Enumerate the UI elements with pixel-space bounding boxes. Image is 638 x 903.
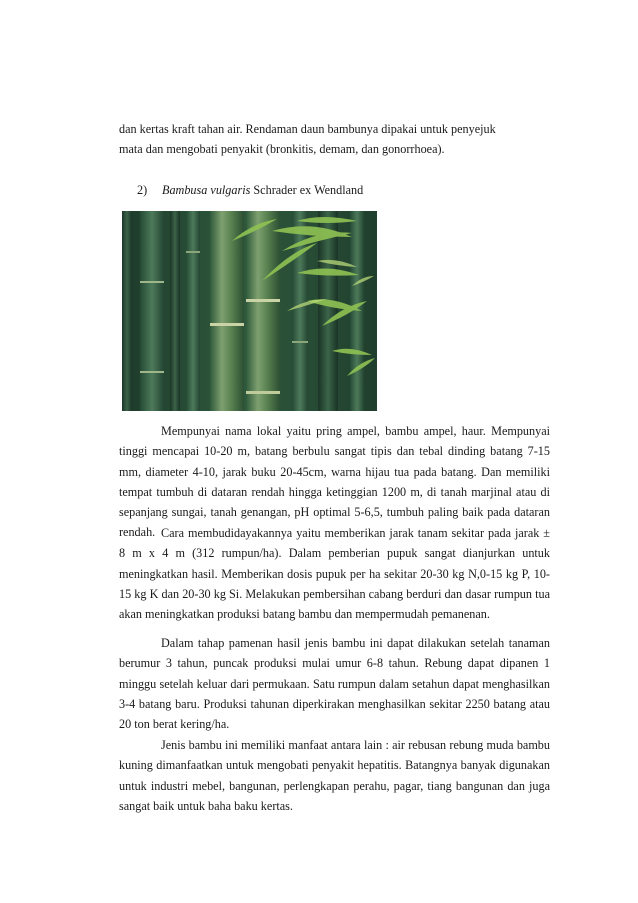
bamboo-photo — [122, 211, 377, 411]
species-heading — [137, 183, 363, 198]
species-author: Schrader ex Wendland — [250, 183, 364, 197]
species-name: Bambusa vulgaris — [162, 183, 251, 197]
bamboo-photo-icon — [122, 211, 377, 411]
paragraph-4-text: Jenis bambu ini memiliki manfaat antara lain : air rebusan rebung muda bambu kuning dimanfaatkan untuk mengobati penyakit hepatitis. Batangnya banyak digunakan untuk industri mebel, bangunan, perlengkapan perahu, pagar, tiang bangunan dan juga sangat baik untuk baha baku kertas. — [119, 738, 550, 813]
species-number: 2) — [137, 183, 148, 197]
intro-line-2: mata dan mengobati penyakit (bronkitis, demam, dan gonorrhoea). — [119, 142, 445, 156]
intro-line-1: dan kertas kraft tahan air. Rendaman daun bambunya dipakai untuk penyejuk — [119, 122, 496, 136]
paragraph-4 — [119, 735, 550, 816]
paragraph-1-text: Mempunyai nama lokal yaitu pring ampel, bambu ampel, haur. Mempunyai tinggi mencapai 10-20 m, batang berbulu sangat tipis dan tebal dinding batang 7-15 mm, diameter 4-10, jarak buku 20-45cm, warna hijau tua pada batang. Dan memiliki tempat tumbuh di dataran rendah hingga ketinggian 1200 m, di tanah marjinal atau di sepanjang sungai, tanah genangan, pH optimal 5-6,5, tumbuh paling baik pada dataran rendah. — [119, 424, 550, 540]
paragraph-2 — [119, 523, 550, 624]
paragraph-3 — [119, 633, 550, 734]
paragraph-3-text: Dalam tahap pamenan hasil jenis bambu ini dapat dilakukan setelah tanaman berumur 3 tahun, puncak produksi mulai umur 6-8 tahun. Rebung dapat dipanen 1 minggu setelah keluar dari permukaan. Satu rumpun dalam setahun dapat menghasilkan 3-4 batang baru. Produksi tahunan diperkirakan menghasilkan sekitar 2250 batang atau 20 ton berat kering/ha. — [119, 636, 550, 732]
paragraph-2-text: Cara membudidayakannya yaitu memberikan jarak tanam sekitar pada jarak ± 8 m x 4 m (312 rumpun/ha). Dalam pemberian pupuk sangat dianjurkan untuk meningkatkan hasil. Memberikan dosis pupuk per ha sekitar 20-30 kg N,0-15 kg P, 10-15 kg K dan 20-30 kg Si. Melakukan pembersihan cabang berduri dan dasar rumpun tua akan meningkatkan produksi batang bambu dan mempermudah pemanenan. — [119, 526, 550, 622]
